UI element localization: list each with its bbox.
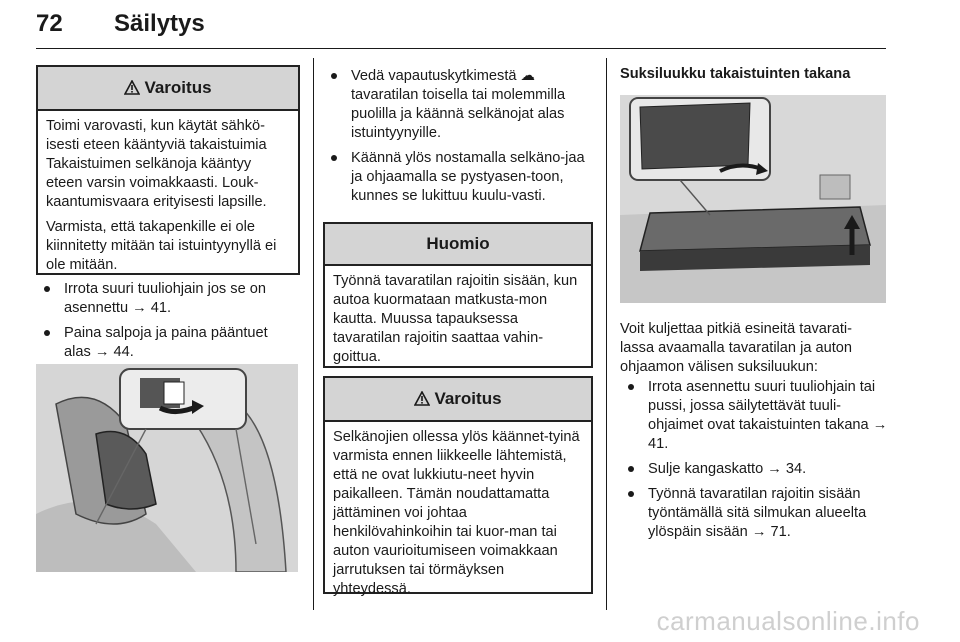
col2-bullet-list <box>323 67 595 212</box>
warning-box-1-header <box>38 67 298 111</box>
warning-box-1 <box>36 65 300 275</box>
warning-box-2 <box>323 376 593 597</box>
col1-bullet-list <box>36 280 298 368</box>
warning-icon <box>414 391 430 407</box>
illustration-headrest-latch <box>36 364 298 572</box>
note-box-body <box>325 266 591 379</box>
col3-bullet-list <box>620 378 890 548</box>
list-item: Irrota suuri tuuliohjain jos se on asennettu → 41. <box>36 280 298 318</box>
warning-box-2-title: Varoitus <box>434 389 502 408</box>
list-item: Paina salpoja ja paina pääntuet alas → 44. <box>36 324 298 362</box>
note-box-header <box>325 224 591 266</box>
page-number: 72 <box>36 10 63 37</box>
list-item: Irrota asennettu suuri tuuliohjain tai pussi, jossa säilytettävät tuuli-ohjaimet ovat takaistuinten takana → 41. <box>620 378 890 454</box>
warning-box-2-body <box>325 422 591 611</box>
page-header <box>36 6 886 46</box>
warning-box-2-header <box>325 378 591 422</box>
warning-box-1-body <box>38 111 298 287</box>
warning-icon <box>124 80 140 96</box>
note-box <box>323 222 593 368</box>
list-item: Käännä ylös nostamalla selkäno-jaa ja ohjaamalla se pystyasen-toon, kunnes se lukittuu kuulu-vasti. <box>323 149 595 206</box>
column-divider-1 <box>313 58 314 610</box>
section-title: Säilytys <box>114 10 205 37</box>
note-box-title: Huomio <box>426 234 490 253</box>
ski-hatch-drawing <box>620 95 886 303</box>
watermark: carmanualsonline.info <box>656 606 920 636</box>
ski-hatch-heading: Suksiluukku takaistuinten takana <box>620 66 851 82</box>
column-divider-2 <box>606 58 607 610</box>
note-box-text: Työnnä tavaratilan rajoitin sisään, kun autoa kuormataan matkusta-mon kautta. Muussa tapauksessa tavaratilan rajoitin saattaa vahin-goittua. <box>333 273 578 365</box>
header-rule <box>36 48 886 49</box>
list-item: Sulje kangaskatto → 34. <box>620 460 890 479</box>
warning-box-2-text: Selkänojien ollessa ylös käännet-tyinä varmista ennen liikkeelle lähtemistä, että ne ovat lukkiutu-neet hyvin paikalleen. Tämän noudattamatta jättäminen voi johtaa henkilövahinkoihin tai kuor-man tai auton vaurioitumiseen voimakkaan jarrutuksen tai törmäyksen yhteydessä. <box>333 429 580 597</box>
warning-box-1-paragraph-2: Varmista, että takapenkille ei ole kiinnitetty mitään tai istuintyynyllä ei ole mitään. <box>46 219 277 273</box>
list-item: Työnnä tavaratilan rajoitin sisään työntämällä sitä silmukan alueelta ylöspäin sisään → 71. <box>620 485 890 542</box>
headrest-latch-drawing <box>36 364 298 572</box>
warning-box-1-paragraph-1: Toimi varovasti, kun käytät sähkö-isesti eteen kääntyviä takaistuimia Takaistuimen selkänoja kääntyy eteen varsin voimakkaasti. Louk-kaantumisvaara erityisesti lapsille. <box>46 118 267 210</box>
ski-hatch-intro: Voit kuljettaa pitkiä esineitä tavarati-lassa avaamalla tavaratilan ja auton ohjaamon välisen suksiluukun: <box>620 321 853 375</box>
list-item: Vedä vapautuskytkimestä ☁ tavaratilan toisella tai molemmilla puolilla ja käännä selkänojat alas istuintyynyille. <box>323 67 595 143</box>
warning-box-1-title: Varoitus <box>144 78 212 97</box>
illustration-ski-hatch <box>620 95 886 303</box>
